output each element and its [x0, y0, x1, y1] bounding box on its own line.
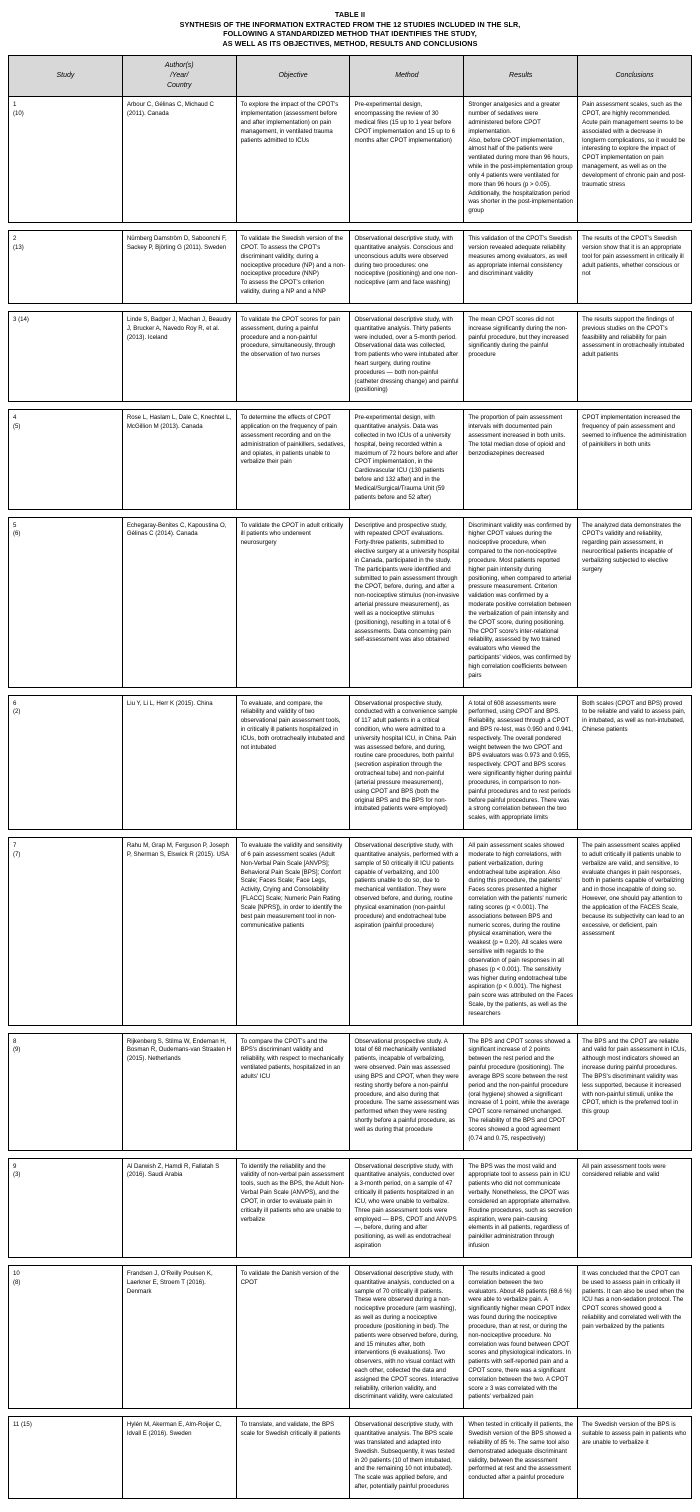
- study-number: 1: [13, 101, 17, 109]
- row-spacer-cell: [9, 1498, 692, 1506]
- table-row: [9, 1033, 692, 1150]
- cell-objective: To translate, and validate, the BPS scale for Swedish critically ill patients: [236, 1417, 350, 1499]
- table-row: [9, 1265, 692, 1408]
- cell-study-id: [9, 1265, 123, 1408]
- cell-objective: To identify the reliability and the validity of non-verbal pain assessment tools, such as the BPS, the Adult Non-Verbal Pain Scale (ANVPS), and the CPOT, in order to evaluate pain in critically ill patients who are unable to verbalize: [236, 1158, 350, 1257]
- cell-author: Arbour C, Gélinas C, Michaud C (2011). Canada: [122, 97, 236, 223]
- study-reference: (10): [13, 110, 24, 118]
- table-row: [9, 695, 692, 830]
- cell-method: Observational descriptive study, with quantitative analysis. Conscious and unconscious adults were observed during two procedures: one nociceptive (positioning) and one non-nociceptive (arm and face washing): [350, 231, 464, 304]
- cell-conclusions: The analyzed data demonstrates the CPOT's validity and reliability, regarding pain assessment, in neurocritical patients incapable of verbalizing subjected to elective surgery: [578, 517, 692, 687]
- row-spacer: [9, 509, 692, 517]
- cell-method: Pre-experimental design, with quantitative analysis. Data was collected in two ICUs of a university hospital, being recorded within a maximum of 72 hours before and after CPOT implementation, in the Cardiovascular ICU (130 patients before and 132 after) and in the Medical/Surgical/Trauma Unit (59 patients before and 52 after): [350, 410, 464, 509]
- table-row: [9, 97, 692, 223]
- cell-method: Observational descriptive study, with quantitative analysis, conducted over a 3-month period, on a sample of 47 critically ill patients hospitalized in an ICU, who were unable to verbalize. Three pain assessment tools were employed — BPS, CPOT and ANVPS —, before, during and after positioning, as well as endotracheal aspiration: [350, 1158, 464, 1257]
- caption-line-3: AS WELL AS ITS OBJECTIVES, METHOD, RESULTS AND CONCLUSIONS: [222, 39, 478, 49]
- cell-objective: To validate the Danish version of the CPOT: [236, 1265, 350, 1408]
- table-header: [9, 55, 692, 96]
- column-header-author-line1: Author(s): [164, 61, 194, 69]
- cell-method: Observational descriptive study, with quantitative analysis. The BPS scale was translated and adapted into Swedish. Subsequently, it was tested in 20 patients (10 of them intubated, and the remaining 10 not intubated). The scale was applied before, and after, potentially painful procedures: [350, 1417, 464, 1499]
- study-reference: (8): [13, 1278, 21, 1286]
- column-header-conclusions: Conclusions: [578, 55, 692, 96]
- study-reference: (6): [13, 530, 21, 538]
- cell-results: The results indicated a good correlation between the two evaluators. About 48 patients (68.6 %) were able to verbalize pain. A significantly higher mean CPOT index was found during the nociceptive procedure, than at rest, or during the non-nociceptive procedure. No correlation was found between CPOT scores and physiological indicators. In patients with self-reported pain and a CPOT score, there was a significant correlation between the two. A CPOT score ≥ 3 was correlated with the patients' verbalized pain: [464, 1265, 578, 1408]
- caption-line-2: FOLLOWING A STANDARDIZED METHOD THAT IDENTIFIES THE STUDY,: [223, 29, 477, 39]
- cell-study-id: 3 (14): [9, 311, 123, 401]
- row-spacer: [9, 1498, 692, 1506]
- cell-study-id: [9, 410, 123, 509]
- cell-method: Pre-experimental design, encompassing the review of 30 medical files (15 up to 1 year before CPOT implementation and 15 up to 6 months after CPOT implementation): [350, 97, 464, 223]
- row-spacer-cell: [9, 402, 692, 410]
- cell-study-id: [9, 97, 123, 223]
- cell-conclusions: CPOT implementation increased the frequency of pain assessment and seemed to influence the administration of painkillers in both units: [578, 410, 692, 509]
- cell-results: The proportion of pain assessment intervals with documented pain assessment increased in both units. The total median dose of opioid and benzodiazepines decreased: [464, 410, 578, 509]
- cell-results: When tested in critically ill patients, the Swedish version of the BPS showed a reliability of 85 %. The same tool also demonstrated adequate discriminant validity, between the assessment performed at rest and the assessment conducted after a painful procedure: [464, 1417, 578, 1499]
- cell-objective: To compare the CPOT's and the BPS's discriminant validity and reliability, with respect to mechanically ventilated patients, hospitalized in an adults' ICU: [236, 1033, 350, 1150]
- cell-conclusions: The pain assessment scales applied to adult critically ill patients unable to verbalize are valid, and sensitive, to evaluate changes in pain responses, both in patients capable of verbalizing and in those incapable of doing so. However, one should pay attention to the application of the FACES Scale, because its subjectivity can lead to an excessive, or deficient, pain assessment: [578, 838, 692, 1026]
- table-row: [9, 517, 692, 687]
- row-spacer: [9, 223, 692, 231]
- column-header-author-line3: Country: [166, 82, 192, 90]
- cell-objective: To determine the effects of CPOT application on the frequency of pain assessment recording and on the administration of painkillers, sedatives, and opiates, in patients unable to verbalize their pain: [236, 410, 350, 509]
- table-row: [9, 1158, 692, 1257]
- cell-author: Rijkenberg S, Stilma W, Endeman H, Bosman R, Oudemans-van Straaten H (2015). Netherlands: [122, 1033, 236, 1150]
- study-number: 8: [13, 1037, 17, 1045]
- table-body: [9, 97, 692, 1506]
- cell-author: Liu Y, Li L, Herr K (2015). China: [122, 695, 236, 830]
- cell-conclusions: The BPS and the CPOT are reliable and valid for pain assessment in ICUs, although most indicators showed an increase during painful procedures. The BPS's discriminant validity was less supported, because it increased with non-painful stimuli, unlike the CPOT, which is the preferred tool in this group: [578, 1033, 692, 1150]
- cell-objective: To evaluate the validity and sensitivity of 6 pain assessment scales (Adult Non-Verbal Pain Scale [ANVPS]; Behavioral Pain Scale [BPS]; Confort Scale; Faces Scale; Face Legs, Activity, Crying and Consolability [FLACC] Scale; Numeric Pain Rating Scale [NPRS]), in order to identify the best pain measurement tool in non-communicative patients: [236, 838, 350, 1026]
- cell-results: The BPS was the most valid and appropriate tool to assess pain in ICU patients who did not communicate verbally. Nonetheless, the CPOT was considered an appropriate alternative. Routine procedures, such as secretion aspiration, were pain-causing elements in all patients, regardless of painkiller administration through infusion: [464, 1158, 578, 1257]
- cell-author: Echegaray-Benites C, Kapoustina O, Gélinas C (2014). Canada: [122, 517, 236, 687]
- table-row: [9, 311, 692, 401]
- table-row: [9, 838, 692, 1026]
- cell-author: Linde S, Badger J, Machan J, Beaudry J, Brucker A, Navedo Roy R, et al. (2013). Iceland: [122, 311, 236, 401]
- cell-objective: To validate the Swedish version of the CPOT. To assess the CPOT's discriminant validity, during a nociceptive procedure (NP) and a non-nociceptive procedure (NNP) To assess the CPOT's criterion validity, during a NP and a NNP: [236, 231, 350, 304]
- row-spacer-cell: [9, 509, 692, 517]
- cell-results: A total of 608 assessments were performed, using CPOT and BPS. Reliability, assessed through a CPOT and BPS re-test, was 0.950 and 0.941, respectively. The overall pondered weight between the two CPOT and BPS evaluators was 0.973 and 0.955, respectively. CPOT and BPS scores were significantly higher during painful procedures, in comparison to non-painful procedures and to rest periods before painful procedures. There was a strong correlation between the two scales, with appropriate limits: [464, 695, 578, 830]
- study-number: 2: [13, 235, 17, 243]
- cell-study-id: 11 (15): [9, 1417, 123, 1499]
- column-header-objective: Objective: [236, 55, 350, 96]
- cell-results: Stronger analgesics and a greater number of sedatives were administered before CPOT implementation. Also, before CPOT implementation, almost half of the patients were ventilated during more than 96 hours, while in the post-implementation group only 4 patients were ventilated for more than 96 hours (p > 0.05). Additionally, the hospitalization period was shorter in the post-implementation group: [464, 97, 578, 223]
- cell-objective: To validate the CPOT scores for pain assessment, during a painful procedure and a non-painful procedure, simultaneously, through the observation of two nurses: [236, 311, 350, 401]
- cell-method: Descriptive and prospective study, with repeated CPOT evaluations. Forty-three patients, submitted to elective surgery at a university hospital in Canada, participated in the study. The participants were identified and submitted to pain assessment through the CPOT, before, during, and after a non-nociceptive stimulus (non-invasive arterial pressure measurement), as well as a nociceptive stimulus (positioning), resulting in a total of 6 assessments. Data concerning pain self-assessment was also obtained: [350, 517, 464, 687]
- cell-results: The mean CPOT scores did not increase significantly during the non-painful procedure, but they increased significantly during the painful procedure: [464, 311, 578, 401]
- caption-line-1: SYNTHESIS OF THE INFORMATION EXTRACTED FROM THE 12 STUDIES INCLUDED IN THE SLR,: [179, 19, 521, 29]
- cell-conclusions: The Swedish version of the BPS is suitable to assess pain in patients who are unable to verbalize it: [578, 1417, 692, 1499]
- row-spacer: [9, 1150, 692, 1158]
- study-number: 6: [13, 699, 17, 707]
- column-header-author-line2: /Year/: [170, 72, 189, 80]
- row-spacer-cell: [9, 830, 692, 838]
- row-spacer-cell: [9, 223, 692, 231]
- row-spacer-cell: [9, 687, 692, 695]
- cell-conclusions: All pain assessment tools were considered reliable and valid: [578, 1158, 692, 1257]
- row-spacer-cell: [9, 303, 692, 311]
- column-header-results: Results: [464, 55, 578, 96]
- row-spacer: [9, 1025, 692, 1033]
- row-spacer-cell: [9, 1257, 692, 1265]
- row-spacer-cell: [9, 1025, 692, 1033]
- cell-objective: To evaluate, and compare, the reliability and validity of two observational pain assessment tools, in critically ill patients hospitalized in ICUs, both orotracheally intubated and not intubated: [236, 695, 350, 830]
- cell-author: Al Darwish Z, Hamdi R, Fallatah S (2016). Saudi Arabia: [122, 1158, 236, 1257]
- row-spacer-cell: [9, 1150, 692, 1158]
- study-reference: (2): [13, 708, 21, 716]
- study-number: 4: [13, 414, 17, 422]
- study-number: 10: [13, 1269, 20, 1277]
- row-spacer: [9, 303, 692, 311]
- column-header-study: Study: [9, 55, 123, 96]
- header-row: [9, 55, 692, 96]
- cell-results: The BPS and CPOT scores showed a significant increase of 2 points between the rest period and the painful procedure (positioning). The average BPS score between the rest period and the non-painful procedure (oral hygiene) showed a significant increase of 1 point, while the average CPOT score remained unchanged. The reliability of the BPS and CPOT scores showed a good agreement (0.74 and 0.75, respectively): [464, 1033, 578, 1150]
- cell-study-id: [9, 1033, 123, 1150]
- cell-conclusions: It was concluded that the CPOT can be used to assess pain in critically ill patients. It can also be used when the ICU has a non-sedation protocol. The CPOT scores showed good a reliability and correlated well with the pain verbalized by the patients: [578, 1265, 692, 1408]
- cell-author: Rose L, Haslam L, Dale C, Knechtel L, McGillion M (2013). Canada: [122, 410, 236, 509]
- cell-study-id: [9, 838, 123, 1026]
- studies-table: [8, 55, 692, 1506]
- cell-method: Observational descriptive study, with quantitative analysis, performed with a sample of 50 critically ill ICU patients capable of verbalizing, and 100 patients unable to do so, due to mechanical ventilation. They were observed before, and during, routine physical examination (non-painful procedure) and endotracheal tube aspiration (painful procedure): [350, 838, 464, 1026]
- row-spacer: [9, 1409, 692, 1417]
- cell-method: Observational descriptive study, with quantitative analysis. Thirty patients were included, over a 5-month period. Observational data was collected, from patients who were intubated after heart surgery, during routine procedures — both non-painful (catheter dressing change) and painful (positioning): [350, 311, 464, 401]
- cell-results: This validation of the CPOT's Swedish version revealed adequate reliability measures among evaluators, as well as appropriate internal consistency and discriminant validity: [464, 231, 578, 304]
- cell-method: Observational prospective study, conducted with a convenience sample of 117 adult patients in a critical condition, who were admitted to a university hospital ICU, in China. Pain was assessed before, and during, routine care procedures, both painful (secretion aspiration through the orotracheal tube) and non-painful (arterial pressure measurement), using CPOT and BPS (both the original BPS and the BPS for non-intubated patients were employed): [350, 695, 464, 830]
- cell-study-id: [9, 1158, 123, 1257]
- study-reference: (13): [13, 243, 24, 251]
- cell-author: Nürnberg Damström D, Saboonchi F, Sackey P, Björling G (2011). Sweden: [122, 231, 236, 304]
- study-number: 9: [13, 1162, 17, 1170]
- cell-study-id: [9, 517, 123, 687]
- cell-conclusions: Both scales (CPOT and BPS) proved to be reliable and valid to assess pain, in intubated, as well as non-intubated, Chinese patients: [578, 695, 692, 830]
- study-reference: (9): [13, 1046, 21, 1054]
- row-spacer: [9, 687, 692, 695]
- cell-study-id: [9, 231, 123, 304]
- cell-study-id: [9, 695, 123, 830]
- cell-objective: To validate the CPOT in adult critically ill patients who underwent neurosurgery: [236, 517, 350, 687]
- column-header-author: [122, 55, 236, 96]
- table-row: [9, 1417, 692, 1499]
- cell-results: Discriminant validity was confirmed by higher CPOT values during the nociceptive procedure, when compared to the non-nociceptive procedure. Most patients reported higher pain intensity during positioning, when compared to arterial pressure measurement. Criterion validation was confirmed by a moderate positive correlation between the verbalization of pain intensity and the CPOT score, during positioning. The CPOT score's inter-relational reliability, assessed by two trained evaluators who viewed the participants' videos, was confirmed by high correlation coefficients between pairs: [464, 517, 578, 687]
- study-reference: (3): [13, 1171, 21, 1179]
- cell-results: All pain assessment scales showed moderate to high correlations, with patient verbalization, during endotracheal tube aspiration. Also during this procedure, the patients' Faces scores presented a higher correlation with the patients' numeric rating scores (p < 0.001). The associations between BPS and numeric scores, during the routine physical examination, were the weakest (p = 0.20). All scales were sensitive with regards to the observation of pain responses in all phases (p < 0.001). The sensitivity was higher during endotracheal tube aspiration (p < 0.001). The highest pain score was attributed on the Faces Scale, by the patients, as well as the researchers: [464, 838, 578, 1026]
- column-header-method: Method: [350, 55, 464, 96]
- study-reference: (7): [13, 850, 21, 858]
- table-label: TABLE II: [334, 10, 366, 19]
- row-spacer-cell: [9, 1409, 692, 1417]
- study-number: 5: [13, 521, 17, 529]
- row-spacer: [9, 830, 692, 838]
- study-reference: (5): [13, 423, 21, 431]
- row-spacer: [9, 1257, 692, 1265]
- cell-conclusions: The results of the CPOT's Swedish version show that it is an appropriate tool for pain assessment in critically ill adult patients, whether conscious or not: [578, 231, 692, 304]
- cell-conclusions: The results support the findings of previous studies on the CPOT's feasibility and reliability for pain assessment in orotracheally intubated adult patients: [578, 311, 692, 401]
- cell-method: Observational descriptive study, with quantitative analysis, conducted on a sample of 70 critically ill patients. These were observed during a non-nociceptive procedure (arm washing), as well as during a nociceptive procedure (positioning in bed). The patients were observed before, during, and 15 minutes after, both interventions (6 evaluations). Two observers, with no visual contact with each other, collected the data and assigned the CPOT scores. Interactive reliability, criterion validity, and discriminant validity, were calculated: [350, 1265, 464, 1408]
- cell-method: Observational prospective study. A total of 68 mechanically ventilated patients, incapable of verbalizing, were observed. Pain was assessed using BPS and CPOT, when they were resting shortly before a non-painful procedure, and also during that procedure. The same assessment was performed when they were resting shortly before a painful procedure, as well as during that procedure: [350, 1033, 464, 1150]
- cell-objective: To explore the impact of the CPOT's implementation (assessment before and after implementation) on pain management, in ventilated trauma patients admitted to ICUs: [236, 97, 350, 223]
- row-spacer: [9, 402, 692, 410]
- table-row: [9, 410, 692, 509]
- table-caption: [8, 10, 692, 49]
- table-row: [9, 231, 692, 304]
- cell-author: Rahu M, Grap M, Ferguson P, Joseph P, Sherman S, Elswick R (2015). USA: [122, 838, 236, 1026]
- cell-author: Hylén M, Akerman E, Alm-Roijer C, Idvall E (2016). Sweden: [122, 1417, 236, 1499]
- cell-author: Frandsen J, O'Reilly Poulsen K, Laerkner E, Stroem T (2016). Denmark: [122, 1265, 236, 1408]
- cell-conclusions: Pain assessment scales, such as the CPOT, are highly recommended. Acute pain management seems to be associated with a decrease in longterm complications, so it would be interesting to explore the impact of CPOT implementation on pain management, as well as on the development of chronic pain and post-traumatic stress: [578, 97, 692, 223]
- study-number: 7: [13, 842, 17, 850]
